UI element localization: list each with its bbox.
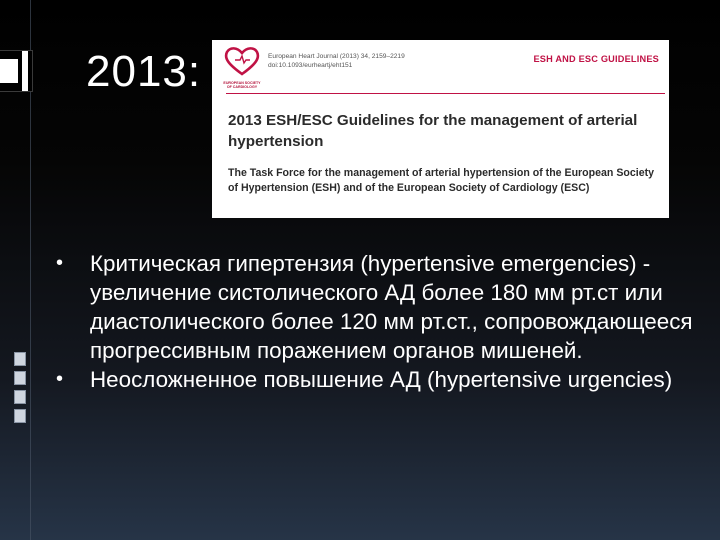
bullet-list	[56, 249, 706, 394]
journal-line-2: doi:10.1093/eurheartj/eht151	[268, 61, 353, 69]
decorative-block	[0, 50, 33, 92]
esc-logo	[222, 46, 262, 94]
article-header-image	[212, 40, 669, 218]
article-title: 2013 ESH/ESC Guidelines for the management of arterial hypertension	[228, 112, 638, 150]
bullet-text: Критическая гипертензия (hypertensive emergencies) - увеличение систолического АД более 180 мм рт.ст или диастолического более 120 мм рт.ст., сопровождающееся прогрессивным поражением органов мишеней.	[90, 251, 693, 363]
bullet-item	[56, 249, 706, 365]
bullet-icon: •	[56, 368, 64, 390]
slide-title: 2013:	[86, 47, 202, 96]
logo-text: EUROPEAN SOCIETY OF CARDIOLOGY	[223, 81, 261, 89]
bullet-icon: •	[56, 252, 64, 274]
article-subtitle: The Task Force for the management of arterial hypertension of the European Society of Hypertension (ESH) and of the European Society of Cardiology (ESC)	[228, 167, 654, 194]
journal-citation	[268, 53, 405, 70]
heart-logo-icon	[222, 46, 262, 76]
journal-line-1: European Heart Journal (2013) 34, 2159–2219	[268, 53, 405, 60]
bullet-text: Неосложненное повышение АД (hypertensive urgencies)	[90, 367, 673, 392]
divider	[226, 93, 665, 94]
bullet-item	[56, 365, 706, 394]
guidelines-label: ESH AND ESC GUIDELINES	[533, 54, 659, 64]
decorative-strips	[14, 352, 26, 428]
